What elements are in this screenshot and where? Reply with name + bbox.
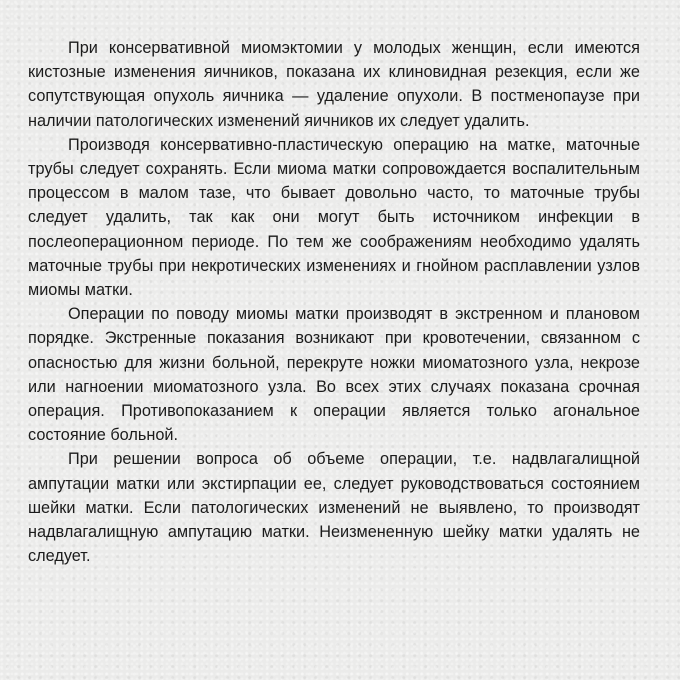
paragraph-operation-indications: Операции по поводу миомы матки производят в экстренном и плановом порядке. Экстренные показания возникают при кровотечении, связанном с опасностью для жизни больной, перекруте ножки миоматозного узла, некрозе или нагноении миоматозного узла. Во всех этих случаях показана срочная операция. Противопоказанием к операции является только агональное состояние больной.: [28, 305, 640, 445]
paragraph-myomectomy-ovaries: При консервативной миомэктомии у молодых женщин, если имеются кистозные изменения яичников, показана их клиновидная резекция, если же сопутствующая опухоль яичника — удаление опухоли. В постменопаузе при наличии патологических изменений яичников их следует удалить.: [28, 39, 640, 130]
paragraph-operation-scope: При решении вопроса об объеме операции, т.е. надвлагалищной ампутации матки или экстирпации ее, следует руководствоваться состоянием шейки матки. Если патологических изменений не выявлено, то производят надвлагалищную ампутацию матки. Неизмененную шейку матки удалять не следует.: [28, 450, 640, 566]
paragraph-fallopian-tubes: Производя консервативно-пластическую операцию на матке, маточные трубы следует сохранять. Если миома матки сопровождается воспалительным процессом в малом тазе, что бывает довольно часто, то маточные трубы следует удалить, так как они могут быть источником инфекции в послеоперационном периоде. По тем же соображениям необходимо удалять маточные трубы при некротических изменениях и гнойном расплавлении узлов миомы матки.: [28, 135, 640, 300]
document-page: [28, 36, 640, 568]
